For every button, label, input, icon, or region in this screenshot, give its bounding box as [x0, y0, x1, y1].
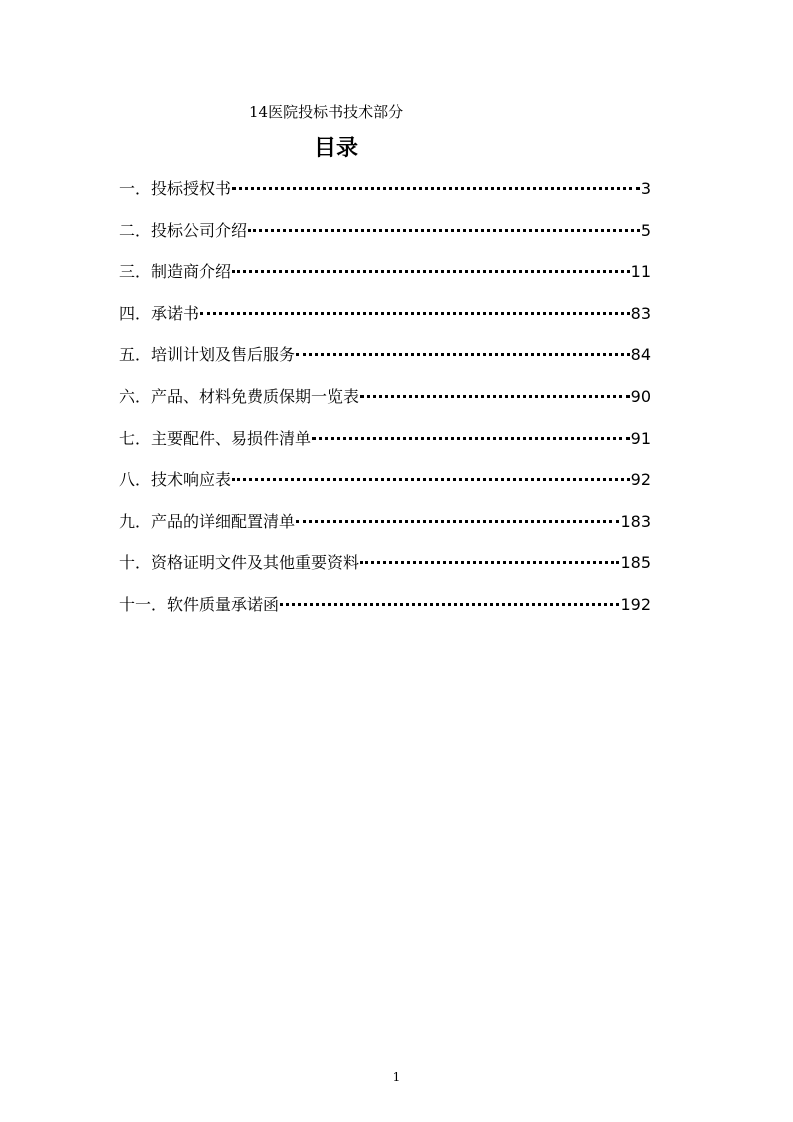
toc-dot-leader [232, 270, 630, 273]
toc-entry-label: 三．制造商介绍 [119, 262, 232, 282]
toc-entry-page: 92 [630, 470, 651, 490]
toc-dot-leader [232, 187, 640, 190]
toc-entry-label: 一．投标授权书 [119, 179, 232, 198]
toc-entry-page: 192 [620, 594, 651, 614]
toc-entry-page: 185 [620, 553, 651, 573]
toc-entry-page: 84 [630, 345, 651, 365]
toc-entry-page: 11 [630, 262, 651, 282]
toc-entry[interactable] [119, 549, 651, 591]
toc-entry-page: 83 [630, 303, 651, 323]
toc-entry-label: 六．产品、材料免费质保期一览表 [119, 386, 360, 406]
toc-entry-label: 二．投标公司介绍 [119, 220, 248, 240]
toc-dot-leader [312, 437, 630, 440]
toc-dot-leader [360, 561, 619, 564]
toc-entry[interactable] [119, 217, 651, 259]
toc-entry-label: 七．主要配件、易损件清单 [119, 428, 312, 448]
toc-dot-leader [200, 312, 630, 315]
table-of-contents [119, 175, 651, 633]
toc-entry-label: 十．资格证明文件及其他重要资料 [119, 553, 360, 573]
toc-entry-label: 八．技术响应表 [119, 470, 232, 490]
toc-entry[interactable] [119, 466, 651, 508]
toc-entry-label: 四．承诺书 [119, 303, 200, 323]
toc-entry-page: 3 [640, 179, 651, 198]
toc-entry[interactable] [119, 508, 651, 550]
toc-entry-page: 183 [620, 511, 651, 531]
document-header: 14医院投标书技术部分 [249, 103, 404, 121]
toc-dot-leader [248, 229, 640, 232]
toc-dot-leader [296, 520, 619, 523]
toc-entry-label: 十一．软件质量承诺函 [119, 594, 280, 614]
toc-entry[interactable] [119, 258, 651, 300]
toc-entry-page: 91 [630, 428, 651, 448]
toc-dot-leader [232, 478, 630, 481]
toc-dot-leader [296, 353, 630, 356]
page-number: 1 [392, 1070, 401, 1084]
toc-entry[interactable] [119, 175, 651, 217]
toc-entry[interactable] [119, 383, 651, 425]
toc-entry[interactable] [119, 425, 651, 467]
toc-entry-page: 90 [630, 386, 651, 406]
toc-entry-page: 5 [640, 220, 651, 240]
toc-entry-label: 九．产品的详细配置清单 [119, 511, 296, 531]
toc-dot-leader [360, 395, 630, 398]
toc-entry[interactable] [119, 300, 651, 342]
toc-dot-leader [280, 603, 619, 606]
toc-entry-label: 五．培训计划及售后服务 [119, 345, 296, 365]
toc-entry[interactable] [119, 341, 651, 383]
toc-title: 目录 [313, 136, 358, 161]
toc-entry[interactable] [119, 591, 651, 633]
